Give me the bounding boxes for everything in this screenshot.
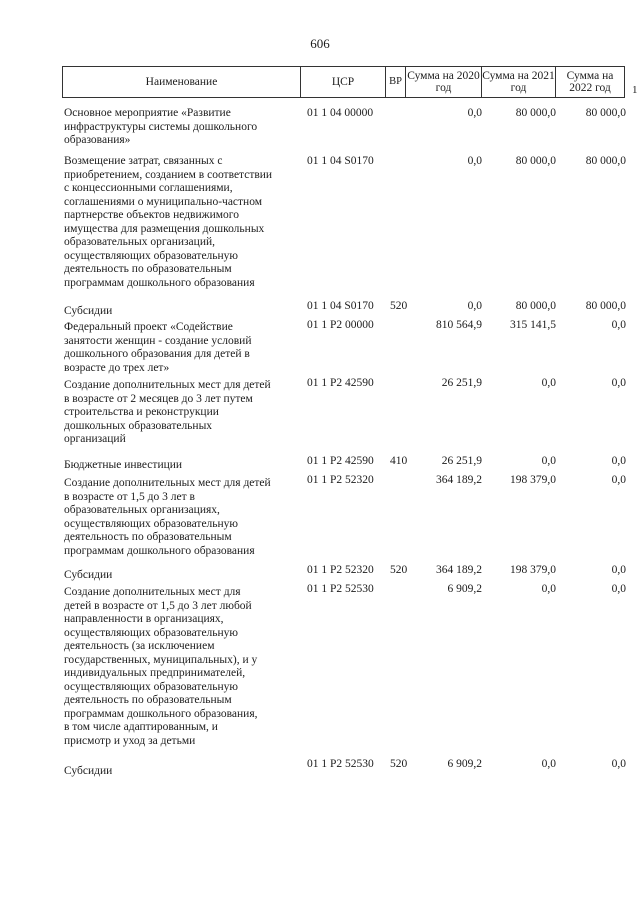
row-sum-2021: 0,0 [541, 583, 556, 595]
row-sum-2022: 0,0 [611, 758, 626, 770]
row-sum-2021: 0,0 [541, 758, 556, 770]
row-sum-2021: 0,0 [541, 377, 556, 389]
row-sum-2021: 0,0 [541, 455, 556, 467]
header-csr: ЦСР [301, 67, 386, 97]
row-sum-2021: 80 000,0 [515, 300, 556, 312]
row-sum-2020: 26 251,9 [441, 455, 482, 467]
row-sum-2022: 0,0 [611, 455, 626, 467]
row-sum-2020: 364 189,2 [436, 564, 482, 576]
row-name: Основное мероприятие «Развитие инфраструктуры системы дошкольного образования» [64, 107, 258, 146]
row-vr: 520 [390, 300, 408, 312]
row-sum-2022: 80 000,0 [585, 300, 626, 312]
header-vr: ВР [386, 67, 406, 97]
row-sum-2022: 0,0 [611, 564, 626, 576]
row-csr: 01 1 P2 52320 [307, 474, 374, 486]
row-sum-2022: 0,0 [611, 474, 626, 486]
row-sum-2022: 0,0 [611, 377, 626, 389]
row-name: Субсидии [64, 765, 113, 777]
row-vr: 410 [390, 455, 408, 467]
row-name: Субсидии [64, 305, 113, 317]
header-edge-fragment: 1 [632, 84, 638, 96]
row-csr: 01 1 P2 42590 [307, 455, 374, 467]
row-csr: 01 1 04 S0170 [307, 300, 374, 312]
row-sum-2021: 80 000,0 [515, 155, 556, 167]
row-csr: 01 1 P2 52530 [307, 583, 374, 595]
row-sum-2022: 80 000,0 [585, 155, 626, 167]
row-sum-2020: 364 189,2 [436, 474, 482, 486]
row-name: Создание дополнительных мест для детей в возрасте от 2 месяцев до 3 лет путем строительства и реконструкции дошкольных образовательных организаций [64, 379, 271, 445]
row-name: Федеральный проект «Содействие занятости женщин - создание условий дошкольного образования для детей в возрасте до трех лет» [64, 321, 252, 374]
row-vr: 520 [390, 758, 408, 770]
header-sum-2021: Сумма на 2021 год [482, 67, 556, 97]
row-csr: 01 1 P2 52530 [307, 758, 374, 770]
row-sum-2020: 6 909,2 [447, 758, 482, 770]
row-sum-2021: 80 000,0 [515, 107, 556, 119]
row-csr: 01 1 P2 52320 [307, 564, 374, 576]
row-sum-2020: 26 251,9 [441, 377, 482, 389]
row-vr: 520 [390, 564, 408, 576]
row-sum-2020: 0,0 [467, 107, 482, 119]
row-sum-2022: 0,0 [611, 319, 626, 331]
row-sum-2021: 315 141,5 [510, 319, 556, 331]
table-header [62, 66, 625, 98]
row-sum-2021: 198 379,0 [510, 474, 556, 486]
row-sum-2020: 0,0 [467, 155, 482, 167]
row-sum-2022: 80 000,0 [585, 107, 626, 119]
row-sum-2021: 198 379,0 [510, 564, 556, 576]
row-sum-2020: 810 564,9 [436, 319, 482, 331]
row-name: Возмещение затрат, связанных с приобретением, созданием в соответствии с концессионными соглашениями, соглашениями о муниципально-частном партнерстве объектов недвижимого имущества для размещения дошкольных образовательных организаций, осуществляющих образовательную деятельность по образовательным программам дошкольного образования [64, 155, 273, 289]
row-csr: 01 1 04 00000 [307, 107, 374, 119]
header-sum-2020: Сумма на 2020 год [406, 67, 482, 97]
row-name: Создание дополнительных мест для детей в возрасте от 1,5 до 3 лет в образовательных организациях, осуществляющих образовательную деятельность по образовательным программам дошкольного образования [64, 477, 271, 557]
page-number: 606 [310, 36, 330, 51]
row-name: Бюджетные инвестиции [64, 459, 183, 471]
header-name: Наименование [63, 67, 301, 97]
row-name: Создание дополнительных мест для детей в возрасте от 1,5 до 3 лет любой направленности в организациях, осуществляющих образовательную деятельность (за исключением государственных, муниципальных), и у индивидуальных предпринимателей, осуществляющих образовательную деятельность по образовательным программам дошкольного образования, в том числе адаптированным, и присмотр и уход за детьми [64, 586, 258, 747]
header-sum-2022: Сумма на 2022 год [566, 70, 614, 94]
row-csr: 01 1 P2 42590 [307, 377, 374, 389]
row-name: Субсидии [64, 569, 113, 581]
row-csr: 01 1 04 S0170 [307, 155, 374, 167]
row-sum-2022: 0,0 [611, 583, 626, 595]
row-sum-2020: 0,0 [467, 300, 482, 312]
row-csr: 01 1 P2 00000 [307, 319, 374, 331]
row-sum-2020: 6 909,2 [447, 583, 482, 595]
